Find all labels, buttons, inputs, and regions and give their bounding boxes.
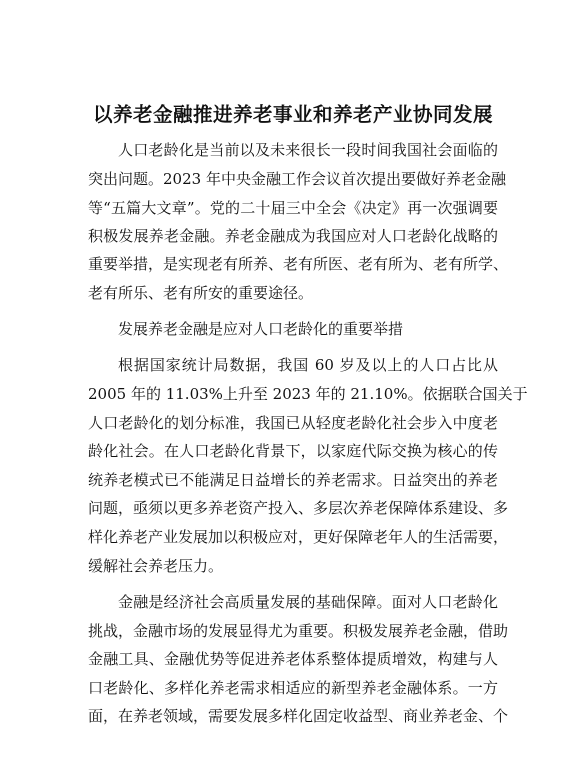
paragraph-1-line-3: 等“五篇大文章”。党的二十届三中全会《决定》再一次强调要 (88, 199, 498, 217)
paragraph-2-line-8: 缓解社会养老压力。 (88, 557, 224, 575)
paragraph-2-line-7: 样化养老产业发展加以积极应对，更好保障老年人的生活需要， (88, 528, 509, 546)
section-heading: 发展养老金融是应对人口老龄化的重要举措 (118, 320, 404, 338)
paragraph-2-line-1: 根据国家统计局数据，我国 60 岁及以上的人口占比从 (118, 356, 498, 374)
paragraph-2-line-6: 问题，亟须以更多养老资产投入、多层次养老保障体系建设、多 (88, 499, 509, 517)
paragraph-2-line-3: 人口老龄化的划分标准，我国已从轻度老龄化社会步入中度老 (88, 414, 498, 432)
paragraph-3-line-1: 金融是经济社会高质量发展的基础保障。面对人口老龄化 (118, 593, 498, 611)
paragraph-1-line-2: 突出问题。2023 年中央金融工作会议首次提出要做好养老金融 (88, 170, 506, 188)
paragraph-3-line-2: 挑战，金融市场的发展显得尤为重要。积极发展养老金融，借助 (88, 622, 509, 640)
paragraph-2-line-2: 2005 年的 11.03%上升至 2023 年的 21.10%。依据联合国关于 (88, 385, 528, 403)
paragraph-3-line-3: 金融工具、金融优势等促进养老体系整体提质增效，构建与人 (88, 650, 498, 668)
paragraph-3-line-4: 口老龄化、多样化养老需求相适应的新型养老金融体系。一方 (88, 679, 498, 697)
paragraph-1-line-4: 积极发展养老金融。养老金融成为我国应对人口老龄化战略的 (88, 227, 498, 245)
paragraph-3-line-5: 面，在养老领域，需要发展多样化固定收益型、商业养老金、个 (88, 707, 509, 725)
paragraph-1-line-6: 老有所乐、老有所安的重要途径。 (88, 284, 314, 302)
paragraph-2-line-5: 统养老模式已不能满足日益增长的养老需求。日益突出的养老 (88, 471, 498, 489)
paragraph-1-line-5: 重要举措，是实现老有所养、老有所医、老有所为、老有所学、 (88, 255, 509, 273)
paragraph-2-line-4: 龄化社会。在人口老龄化背景下，以家庭代际交换为核心的传 (88, 442, 498, 460)
paragraph-1-line-1: 人口老龄化是当前以及未来很长一段时间我国社会面临的 (118, 141, 498, 159)
document-title: 以养老金融推进养老事业和养老产业协同发展 (92, 103, 493, 126)
